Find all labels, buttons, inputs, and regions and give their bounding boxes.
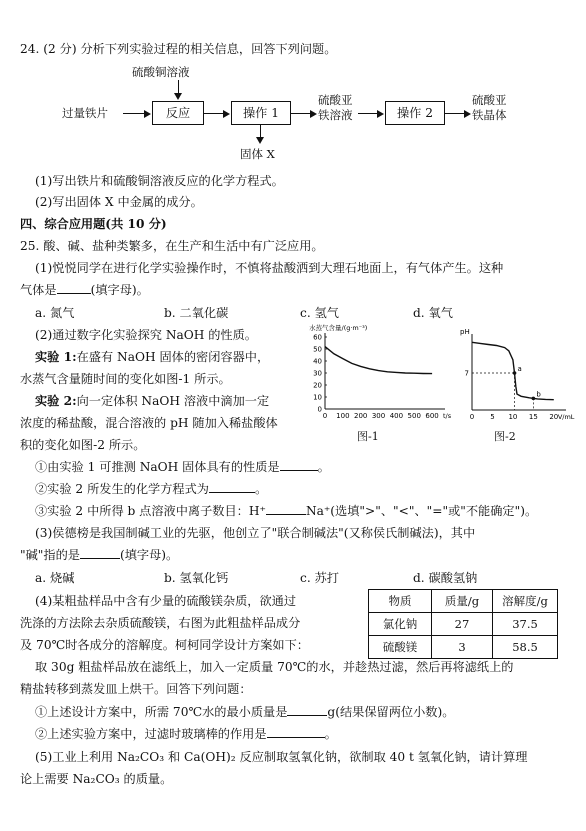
table-header: 质量/g [432,590,493,613]
q25-opt1-a: a. 氮气 [35,306,75,320]
y-tick-label: 7 [464,369,469,378]
q25-c3: ③实验 2 中所得 b 点溶液中离子数目：H⁺ Na⁺(选填">"、"<"、"="或"不能确定")。 [35,504,538,518]
flow-output: 硫酸亚 铁晶体 [472,93,507,122]
q25-q4-2: ②上述实验方案中，过滤时玻璃棒的作用是 。 [35,727,337,741]
q25-intro: 25. 酸、碱、盐种类繁多，在生产和生活中有广泛应用。 [20,239,324,253]
q25-opt3-b: b. 氢氧化钙 [164,571,229,585]
flow-box-op2: 操作 2 [385,101,445,125]
table-cell: 37.5 [493,613,558,636]
q25-exp2-b: 浓度的稀盐酸，混合溶液的 pH 随加入稀盐酸体 [20,416,278,430]
arrow-right-1 [123,113,145,114]
arrow-right-2 [204,113,224,114]
arrow-right-5 [445,113,465,114]
table-cell: 58.5 [493,636,558,659]
q25-p1b: 气体是 (填字母)。 [20,283,149,297]
table-header: 溶解度/g [493,590,558,613]
x-tick-label: 300 [371,412,386,420]
figure-2-caption: 图-2 [494,430,516,443]
y-tick-label: 50 [313,345,322,354]
x-axis-label: V/mL [557,413,575,421]
x-tick-label: 10 [508,413,518,421]
arrow-right-4 [358,113,378,114]
table-cell: 氯化钠 [369,613,432,636]
table-cell: 27 [432,613,493,636]
q25-p4d: 取 30g 粗盐样品放在滤纸上，加入一定质量 70℃的水，并趁热过滤，然后再将滤纸上的 [35,660,514,674]
q25-p1a: (1)悦悦同学在进行化学实验操作时，不慎将盐酸洒到大理石地面上，有气体产生。这种 [35,261,504,275]
flow-mid: 硫酸亚 铁溶液 [318,93,353,122]
y-tick-label: 40 [313,357,322,366]
q25-p3a: (3)侯德榜是我国制碱工业的先驱，他创立了"联合制碱法"(又称侯氏制碱法)，其中 [35,526,476,540]
q24-sub1: (1)写出铁片和硫酸铜溶液反应的化学方程式。 [35,174,284,188]
answer-blank-1[interactable] [57,293,91,294]
y-axis-label: pH [460,328,470,336]
answer-blank-2[interactable] [280,470,318,471]
table-cell: 硫酸镁 [369,636,432,659]
table-cell: 3 [432,636,493,659]
answer-blank-4[interactable] [266,514,306,515]
x-tick-label: 15 [528,413,538,421]
q25-opt1-b: b. 二氧化碳 [164,306,229,320]
figure-1-caption: 图-1 [357,430,379,443]
series-line [472,342,554,399]
flow-solid-x: 固体 X [240,147,275,161]
table-header: 物质 [369,590,432,613]
x-tick-label: 600 [425,412,439,420]
q25-p4c: 及 70℃时各成分的溶解度。柯柯同学设计方案如下： [20,638,309,652]
x-tick-label: 0 [322,412,328,420]
q24-sub2: (2)写出固体 X 中金属的成分。 [35,195,203,209]
answer-blank-6[interactable] [287,715,327,716]
x-axis-label: t/s [443,412,452,420]
y-tick-label: 20 [313,381,322,390]
y-tick-label: 10 [313,393,322,402]
q25-p3b: "碱"指的是 (填字母)。 [20,548,179,562]
answer-blank-3[interactable] [209,492,255,493]
q25-p5a: (5)工业上利用 Na₂CO₃ 和 Ca(OH)₂ 反应制取氢氧化钠，欲制取 40 t 氢氧化钠，请计算理 [35,750,528,764]
flow-box-op1: 操作 1 [231,101,291,125]
q25-exp2-c: 积的变化如图-2 所示。 [20,438,146,452]
q25-q4-1: ①上述设计方案中，所需 70℃水的最小质量是 g(结果保留两位小数)。 [35,705,455,719]
table-header-row [369,590,558,613]
x-tick-label: 20 [549,413,559,421]
flow-box-react: 反应 [152,101,204,125]
q25-opt1-d: d. 氧气 [413,306,453,320]
y-tick-label: 30 [313,369,322,378]
point-label: a [517,365,522,373]
q25-opt3-a: a. 烧碱 [35,571,75,585]
x-tick-label: 100 [336,412,350,420]
x-tick-label: 5 [490,413,495,421]
y-tick-label: 60 [313,333,322,342]
q25-exp1-b: 水蒸气含量随时间的变化如图-1 所示。 [20,372,231,386]
section-4-title: 四、综合应用题(共 10 分) [20,217,167,231]
q24-header: 24. (2 分) 分析下列实验过程的相关信息，回答下列问题。 [20,42,337,56]
point-label: b [536,390,541,399]
y-tick-label: 0 [317,405,322,414]
q25-exp1-a: 实验 1:在盛有 NaOH 固体的密闭容器中， [35,350,270,364]
q25-p2: (2)通过数字化实验探究 NaOH 的性质。 [35,328,257,342]
x-tick-label: 0 [469,413,475,421]
y-axis-label: 水蒸气含量/(g·m⁻³) [309,324,368,332]
arrow-down-2 [260,124,261,138]
point-a [513,371,517,375]
q25-p4b: 洗涤的方法除去杂质硫酸镁，右图为此粗盐样品成分 [20,616,301,630]
arrow-down-1 [178,80,179,94]
q25-opt3-d: d. 碳酸氢钠 [413,571,478,585]
q25-opt1-c: c. 氢气 [300,306,339,320]
solubility-table [368,589,558,659]
flow-input: 过量铁片 [62,106,108,120]
answer-blank-5[interactable] [80,558,120,559]
figure-1-chart [305,322,455,427]
q25-p5b: 论上需要 Na₂CO₃ 的质量。 [20,772,173,786]
point-b [532,397,536,401]
table-row [369,613,558,636]
q25-c2: ②实验 2 所发生的化学方程式为 。 [35,482,268,496]
q25-p4e: 精盐转移到蒸发皿上烘干。回答下列问题： [20,682,252,696]
q25-c1: ①由实验 1 可推测 NaOH 固体具有的性质是 。 [35,460,330,474]
flow-top-input: 硫酸铜溶液 [132,65,190,79]
q25-exp2-a: 实验 2:向一定体积 NaOH 溶液中滴加一定 [35,394,270,408]
figure-2-chart [458,326,576,426]
x-tick-label: 200 [354,412,368,420]
q25-p4a: (4)某粗盐样品中含有少量的硫酸镁杂质，欲通过 [35,594,297,608]
x-tick-label: 500 [407,412,421,420]
x-tick-label: 400 [389,412,404,420]
answer-blank-7[interactable] [267,737,325,738]
series-line [325,347,432,374]
arrow-right-3 [291,113,311,114]
table-row [369,636,558,659]
q25-opt3-c: c. 苏打 [300,571,339,585]
